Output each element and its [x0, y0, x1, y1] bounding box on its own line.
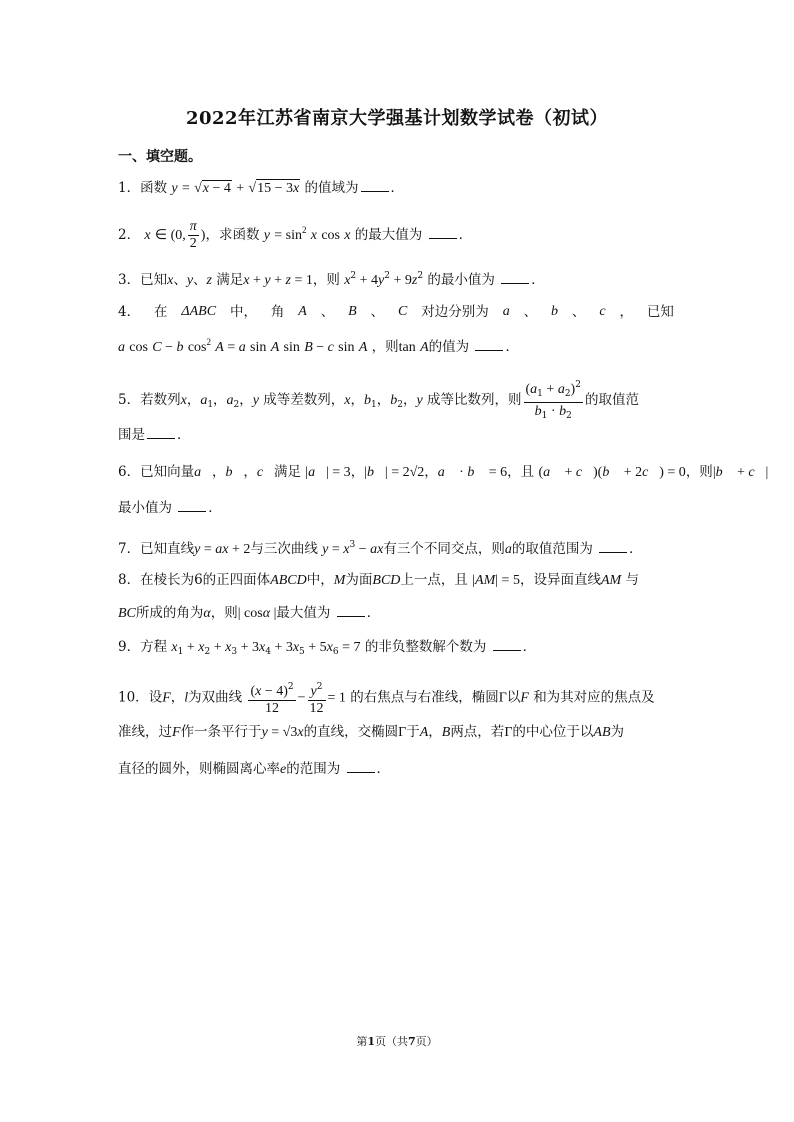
answer-blank	[178, 499, 206, 512]
question-4	[118, 302, 678, 322]
page-footer: 第1页（共7页）	[356, 1035, 438, 1048]
answer-blank	[361, 179, 389, 192]
answer-blank	[501, 271, 529, 284]
question-9: 9．方程 $x_1 + x_2 + x_3 + 3x_4 + 3x_5 + 5x_6 = 7$ 的非负整数解个数为 ．	[118, 639, 537, 657]
answer-blank	[347, 760, 375, 773]
question-4-line1: 4． 在 ΔABC 中， 角 A 、 B 、 C 对边分别为 a 、 b 、 c ， 已知	[118, 304, 674, 320]
question-4-line2: a cos C − b $\cos^2 A = a$ sin A sin B − c sin A ，则tan A的值为 ．	[118, 337, 519, 355]
answer-blank	[599, 540, 627, 553]
question-8-line2: BC所成的角为α，则| cosα |最大值为 ．	[118, 605, 381, 621]
page-title: 2022年江苏省南京大学强基计划数学试卷（初试）	[185, 108, 609, 129]
answer-blank	[147, 426, 175, 439]
question-5-line2: 围是 ．	[118, 427, 191, 443]
question-7: 7．已知直线y = ax + 2与三次曲线 $y = x^3$ − ax有三个不同交点，则a的取值范围为 ．	[118, 540, 643, 557]
section-heading: 一、填空题。	[118, 149, 202, 165]
question-8: 8．在棱长为6的正四面体ABCD中，M为面BCD上一点，且 |AM| = 5，设异面直线AM 与	[118, 572, 639, 588]
question-6: 6．已知向量a⃗，b⃗，c⃗满足 |a⃗| = 3，|b⃗| = 2√2，a⃗ · b⃗ = 6，且 (a⃗ + c⃗)(b⃗ + 2c⃗) = 0，则|b⃗ + c⃗|	[118, 464, 769, 480]
answer-blank	[475, 338, 503, 351]
question-10-line2: 准线，过F作一条平行于y = √3x的直线，交椭圆Γ于A，B两点，若Γ的中心位于以AB为	[118, 724, 625, 740]
answer-blank	[337, 604, 365, 617]
answer-blank	[493, 638, 521, 651]
question-10-line3: 直径的圆外，则椭圆离心率e的范围为 ．	[118, 761, 391, 777]
question-5: 5．若数列x，$a_1$，$a_2$，y 成等差数列，x，$b_1$，$b_2$，y 成等比数列，则 $\frac{(a_1 + a_2)^2}{b_1 \cdot b_2}$ 的取值范	[118, 377, 678, 424]
question-6-line2: 最小值为 ．	[118, 500, 222, 516]
answer-blank	[429, 226, 457, 239]
question-3: 3．已知x、y、z 满足x + y + z = 1，则 $x^2 + 4y^2 + 9z^2$ 的最小值为 ．	[118, 271, 545, 288]
question-2: 2． x ∈ (0, $\frac{\pi}{2}$ )，求函数 $y = \sin^2 x$ cos x 的最大值为 ．	[118, 219, 473, 251]
question-1: 1．函数 y = √x − 4 + √15 − 3x 的值域为 ．	[118, 180, 405, 196]
question-10: 10．设F，l为双曲线 $\frac{(x - 4)^2}{12}$ − $\frac{y^2}{12}$ = 1 的右焦点与右准线，椭圆Γ以F 和为其对应的焦点及	[118, 679, 678, 717]
